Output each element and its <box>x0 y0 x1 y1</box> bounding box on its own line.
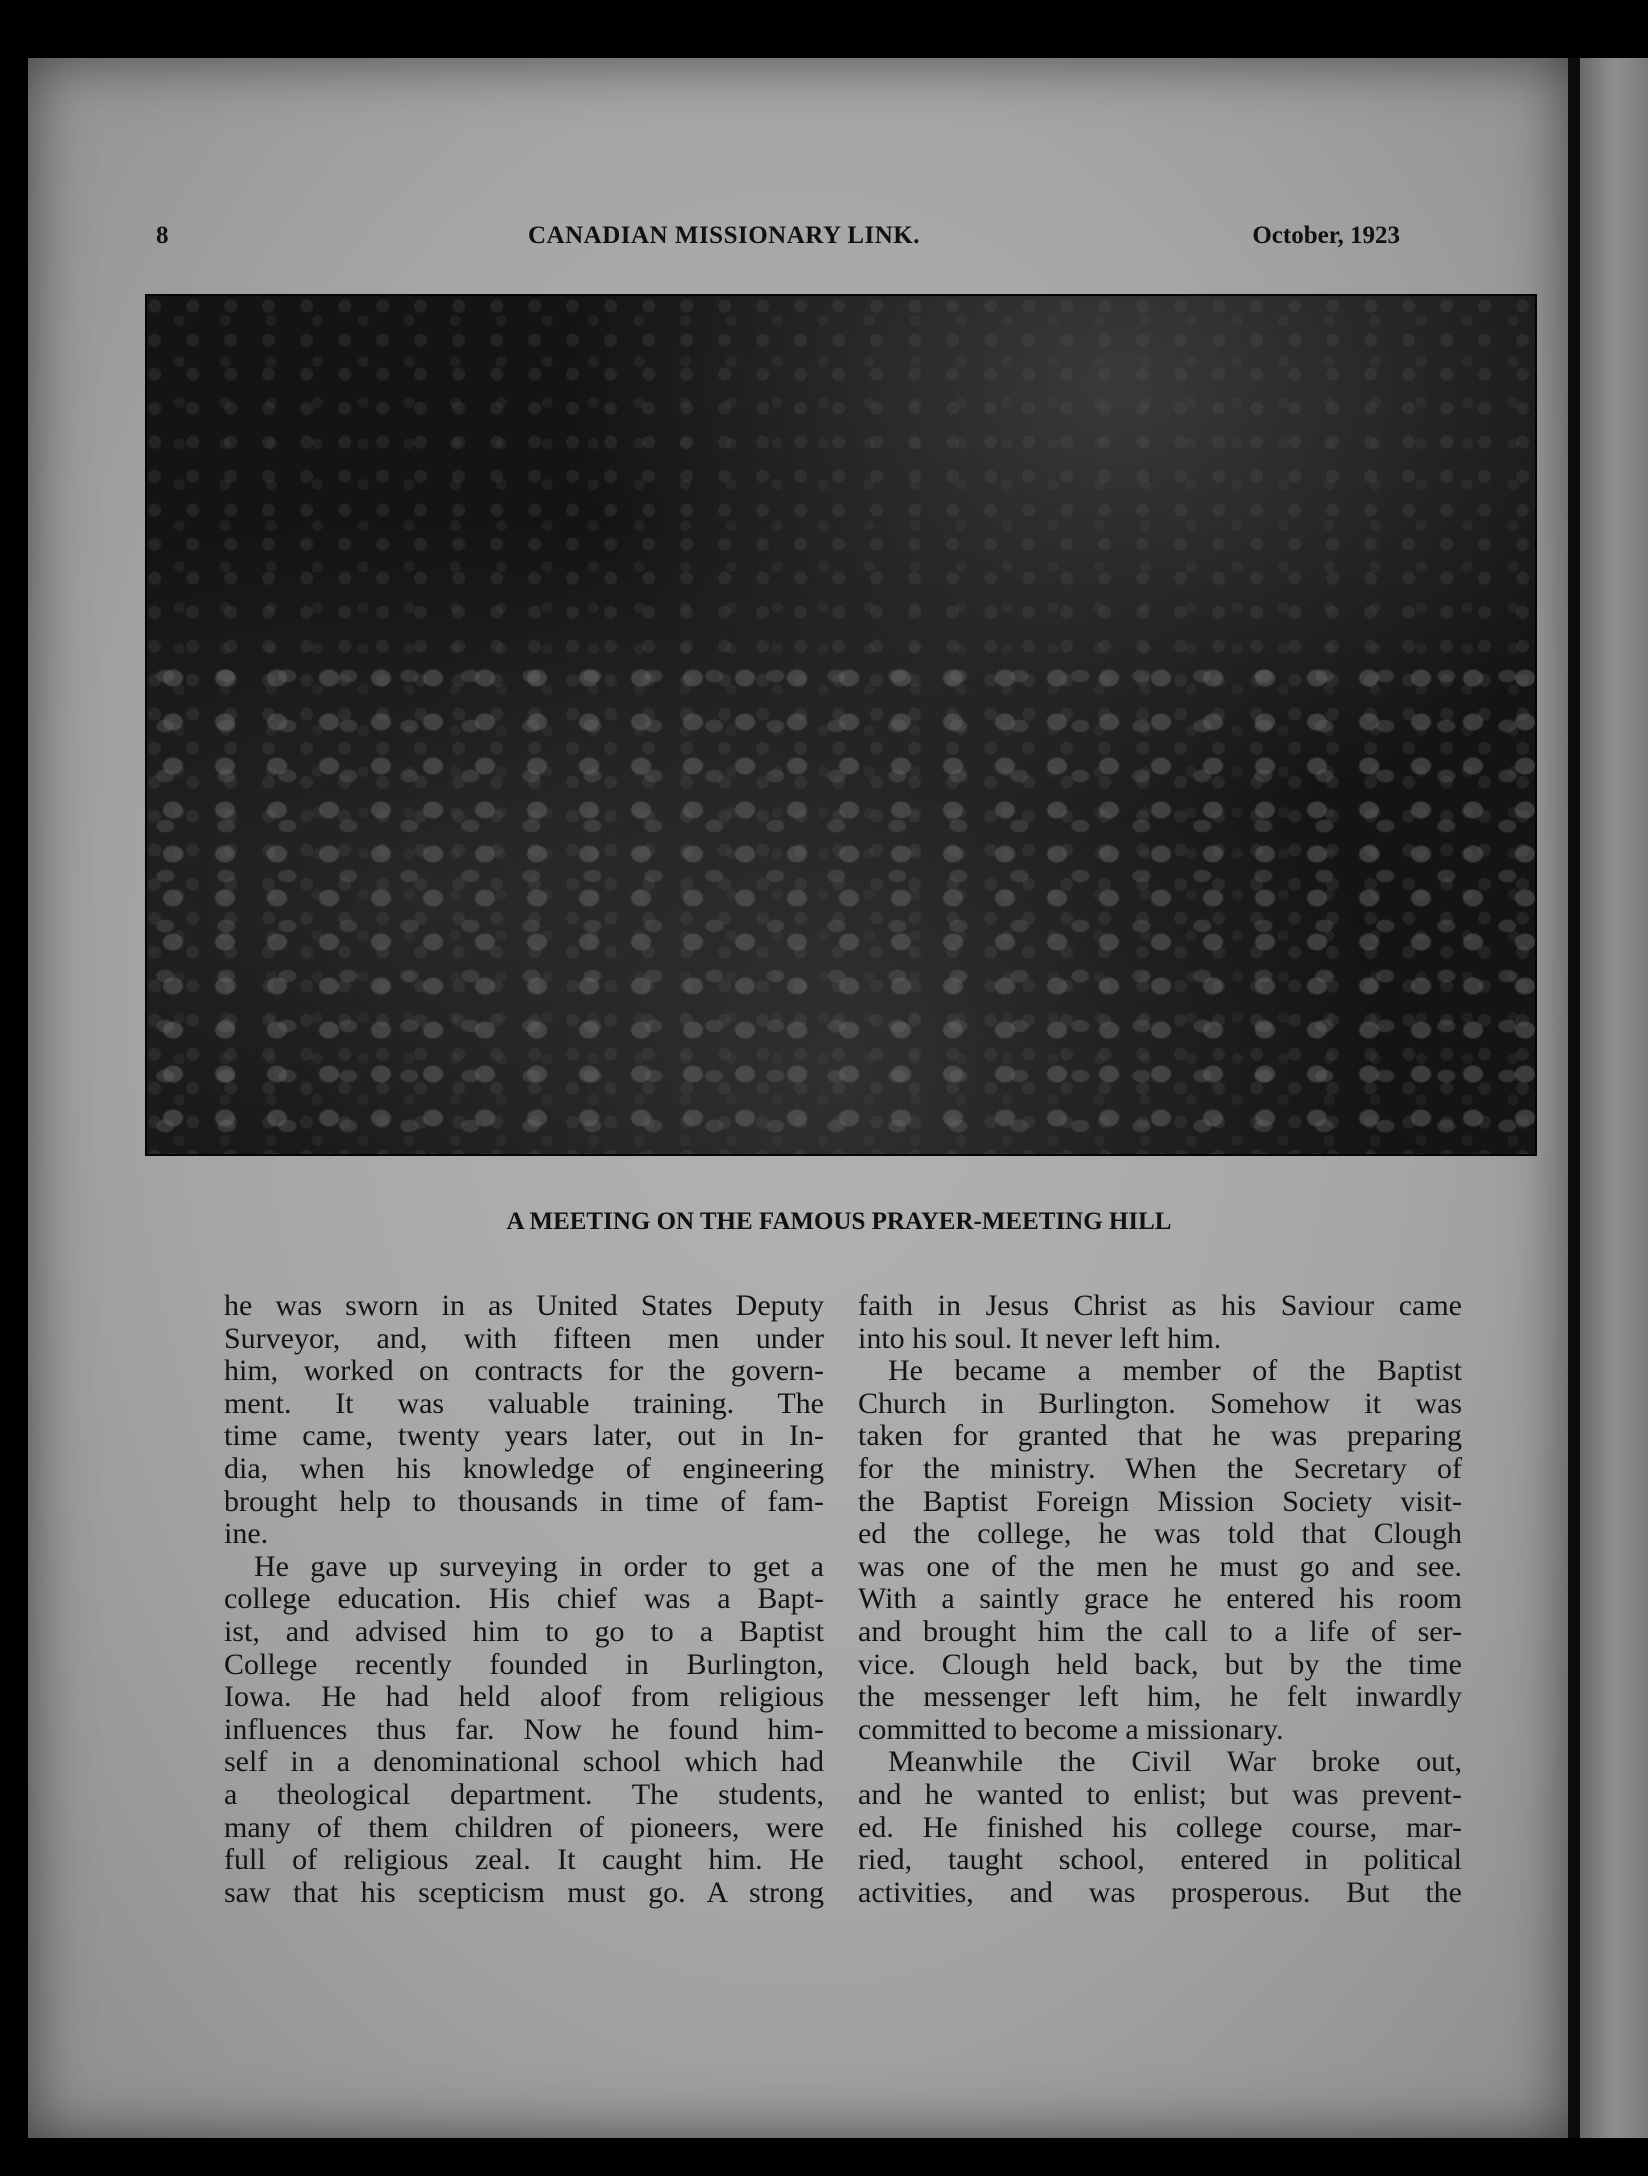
text-line: college education. His chief was a Bapt- <box>224 1582 824 1616</box>
text-line: ine. <box>224 1517 269 1551</box>
text-line: the messenger left him, he felt inwardly <box>858 1680 1462 1714</box>
text-line: dia, when his knowledge of engineering <box>224 1451 824 1485</box>
text-line: for the ministry. When the Secretary of <box>858 1451 1462 1485</box>
photo-caption: A MEETING ON THE FAMOUS PRAYER-MEETING HILL <box>506 1208 1172 1235</box>
text-line: Meanwhile the Civil War broke out, <box>888 1745 1462 1779</box>
text-line: ment. It was valuable training. The <box>224 1386 824 1420</box>
text-line: he was sworn in as United States Deputy <box>224 1289 824 1322</box>
magazine-title: CANADIAN MISSIONARY LINK. <box>528 222 920 249</box>
text-line: a theological department. The students, <box>224 1777 824 1811</box>
text-line: With a saintly grace he entered his room <box>858 1582 1462 1616</box>
right-text-column <box>858 1290 1462 1909</box>
text-line: into his soul. It never left him. <box>858 1321 1222 1355</box>
text-line: ist, and advised him to go to a Baptist <box>224 1614 824 1648</box>
text-line: many of them children of pioneers, were <box>224 1810 824 1844</box>
text-line: self in a denominational school which had <box>224 1745 824 1779</box>
left-text-column <box>224 1290 824 1909</box>
text-line: Iowa. He had held aloof from religious <box>224 1680 824 1714</box>
crowd-photograph <box>145 294 1537 1156</box>
adjacent-page-edge <box>1580 58 1648 2138</box>
text-line: saw that his scepticism must go. A strong <box>224 1875 824 1909</box>
text-line: was one of the men he must go and see. <box>858 1549 1462 1583</box>
text-line: and brought him the call to a life of ser- <box>858 1614 1462 1648</box>
text-line: ed the college, he was told that Clough <box>858 1517 1462 1551</box>
text-line: taken for granted that he was preparing <box>858 1419 1462 1453</box>
text-line: He gave up surveying in order to get a <box>254 1549 824 1583</box>
text-line: the Baptist Foreign Mission Society visit- <box>858 1484 1462 1518</box>
photo-crowd-figures <box>147 656 1535 1154</box>
running-head <box>128 222 1400 254</box>
text-line: ried, taught school, entered in political <box>858 1843 1462 1877</box>
text-line: vice. Clough held back, but by the time <box>858 1647 1462 1681</box>
text-line: Surveyor, and, with fifteen men under <box>224 1321 824 1355</box>
text-line: He became a member of the Baptist <box>888 1354 1462 1388</box>
text-line: ed. He finished his college course, mar- <box>858 1810 1462 1844</box>
text-line: full of religious zeal. It caught him. He <box>224 1843 824 1877</box>
page-binding-gutter <box>1568 58 1580 2138</box>
text-line: and he wanted to enlist; but was prevent- <box>858 1777 1462 1811</box>
text-line: brought help to thousands in time of fam- <box>224 1484 824 1518</box>
text-line: committed to become a missionary. <box>858 1712 1284 1746</box>
text-line: faith in Jesus Christ as his Saviour came <box>858 1289 1462 1322</box>
text-line: him, worked on contracts for the govern- <box>224 1354 824 1388</box>
page-number: 8 <box>156 222 169 249</box>
issue-date: October, 1923 <box>1252 222 1400 249</box>
text-line: College recently founded in Burlington, <box>224 1647 824 1681</box>
text-line: activities, and was prosperous. But the <box>858 1875 1462 1909</box>
text-line: time came, twenty years later, out in In- <box>224 1419 824 1453</box>
text-line: Church in Burlington. Somehow it was <box>858 1386 1462 1420</box>
text-line: influences thus far. Now he found him- <box>224 1712 824 1746</box>
